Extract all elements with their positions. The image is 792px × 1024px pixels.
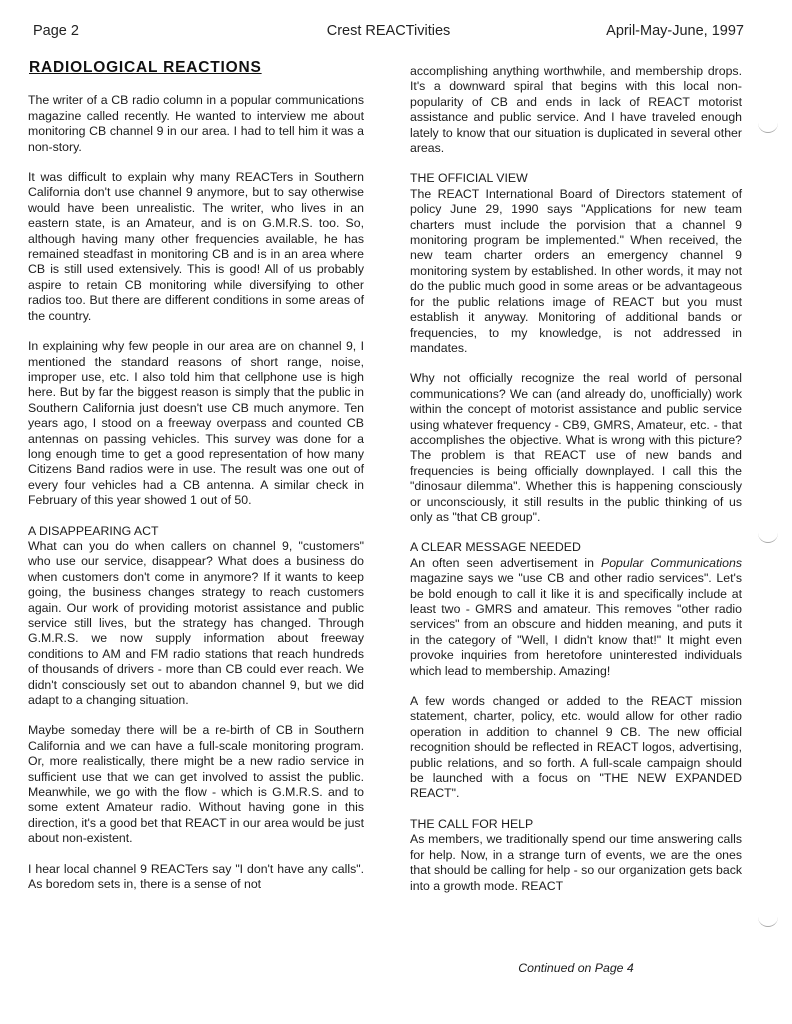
paragraph: The REACT International Board of Directors statement of policy June 29, 1990 says "Applications for new team charters must include the porvision that a channel 9 monitoring program be implemented." When received, the new team charter orders an emergency channel 9 monitoring system by established. In other words, it may not do the public much good in some areas or be advantageous for the public relations image of REACT but you must establish it anyway. Monitoring of additional bands or frequencies, to my knowledge, is not addressed in mandates.	[410, 186, 742, 355]
paragraph: In explaining why few people in our area are on channel 9, I mentioned the standard reasons of short range, noise, improper use, etc. I also told him that cellphone use is high here. But by far the biggest reason is simply that the public in Southern California just doesn't use CB much anymore. Ten years ago, I stood on a freeway overpass and counted CB antennas on passing vehicles. This survey was done for a long enough time to get a good representation of how many Citizens Band radios were in use. The result was one out of every four vehicles had a CB antenna. A similar check in February of this year showed 1 out of 50.	[28, 339, 364, 508]
paragraph: As members, we traditionally spend our time answering calls for help. Now, in a strange turn of events, we are the ones that should be calling for help - so our organization gets back into a growth mode. REACT	[410, 832, 742, 893]
section-heading: THE CALL FOR HELP	[410, 816, 534, 831]
section-heading: THE OFFICIAL VIEW	[410, 171, 528, 186]
page-number: Page 2	[33, 23, 79, 39]
newsletter-name: Crest REACTivities	[326, 23, 451, 39]
paragraph: Maybe someday there will be a re-birth of CB in Southern California and we can have a full-scale monitoring program. Or, more realistically, there might be a new radio service in sufficient use that we can get involved to assist the public. Meanwhile, we go with the flow - which is G.M.R.S. and to some extent Amateur radio. Without having gone in this direction, it's a good bet that REACT in our area would be just about non-existent.	[28, 723, 364, 846]
section-heading: A DISAPPEARING ACT	[28, 523, 159, 538]
right-column	[410, 64, 742, 909]
section-heading: A CLEAR MESSAGE NEEDED	[410, 540, 581, 555]
paragraph: accomplishing anything worthwhile, and membership drops. It's a downward spiral that begins with this local non-popularity of CB and ends in lack of REACT motorist assistance and public service. And I have traveled enough lately to know that our situation is duplicated in several other areas.	[410, 64, 742, 156]
paragraph: A few words changed or added to the REACT mission statement, charter, policy, etc. would allow for other radio operation in addition to channel 9 CB. The new official recognition should be reflected in REACT logos, advertising, public relations, and so forth. A full-scale campaign should be launched with a focus on "THE NEW EXPANDED REACT".	[410, 694, 742, 801]
paragraph: The writer of a CB radio column in a popular communications magazine called recently. He wanted to interview me about monitoring CB channel 9 in our area. I had to tell him it was a non-story.	[28, 93, 364, 154]
binder-hole-mark	[758, 118, 778, 133]
paragraph: Why not officially recognize the real world of personal communications? We can (and already do, unofficially) work within the concept of motorist assistance and public service using whatever frequency - CB9, GMRS, Amateur, etc. - that accomplishes the objective. What is wrong with this picture? The problem is that REACT use of new bands and frequencies is being officially downplayed. I call this the "dinosaur dilemma". Whether this is happening consciously or unconsciously, it still results in the public thinking of us only as "that CB group".	[410, 371, 742, 524]
paragraph: An often seen advertisement in Popular Communications magazine says we "use CB and other radio services". Let's be bold enough to call it like it is and specifically include at least two - GMRS and amateur. This removes "other radio services" from an obscure and hidden meaning, and puts it in the category of "Well, I didn't know that!" It might even provoke inquiries from heretofore uninterested individuals which lead to membership. Amazing!	[410, 555, 742, 678]
paragraph: What can you do when callers on channel 9, "customers" who use our service, disappear? What does a business do when customers don't come in anymore? If it wants to keep going, the business changes strategy to reach customers again. Our work of providing motorist assistance and public service still lives, but the strategy has changed. Through G.M.R.S. we now supply information about freeway conditions to AM and FM radio stations that reach hundreds of thousands of drivers - more than CB could ever reach. We didn't consciously set out to abandon channel 9, but we did adapt to a changing situation.	[28, 538, 364, 708]
paragraph: It was difficult to explain why many REACTers in Southern California don't use channel 9 anymore, but to say otherwise would have been unrealistic. The writer, who lives in an eastern state, is an Amateur, and is on G.M.R.S. too. So, although having many other frequencies available, he has remained steadfast in monitoring CB and is in an area where CB is still used extensively. This is good! All of us probably aspire to retain CB monitoring while diversifying to other radios too. But there are different conditions in some areas of the country.	[28, 170, 364, 323]
article-title: RADIOLOGICAL REACTIONS	[29, 59, 262, 76]
paragraph: I hear local channel 9 REACTers say "I don't have any calls". As boredom sets in, there is a sense of not	[28, 861, 364, 892]
magazine-title: Popular Communications	[601, 555, 742, 570]
issue-date: April-May-June, 1997	[606, 23, 744, 39]
continued-note: Continued on Page 4	[518, 961, 634, 975]
binder-hole-mark	[758, 912, 778, 927]
binder-hole-mark	[758, 528, 778, 543]
page-header	[33, 23, 744, 45]
left-column	[28, 60, 364, 908]
